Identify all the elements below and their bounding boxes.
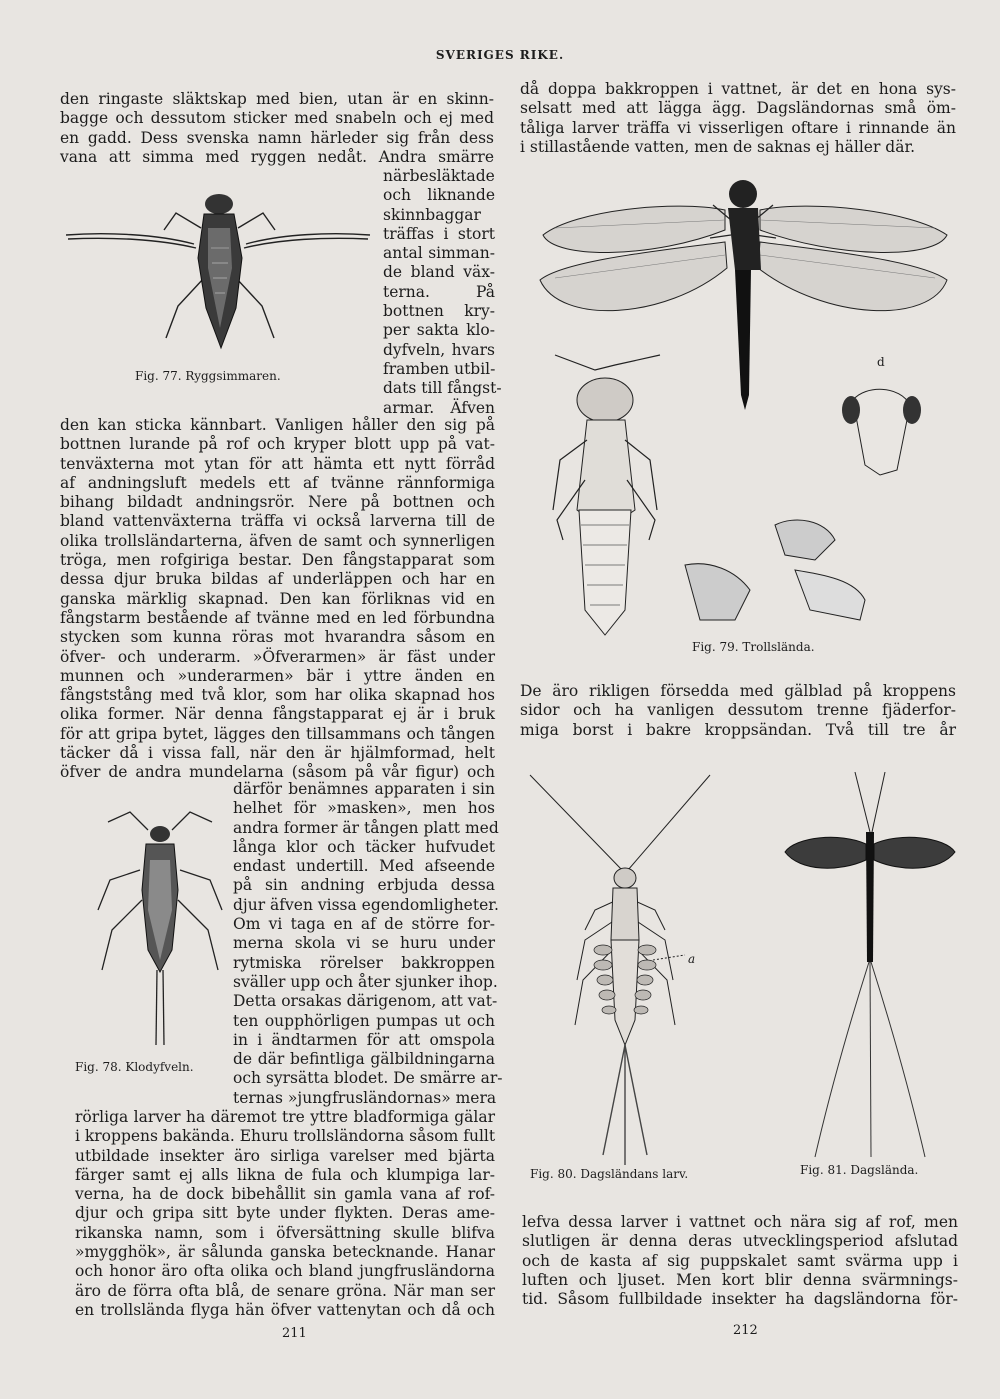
text-line: verna, ha de dock bibehållit sin gamla vana af rof- [75,1185,495,1204]
text-line: endast undertill. Med afseende [233,857,495,876]
text-line: helhet för »masken», men hos [233,799,495,818]
text-line: andra former är tången platt med [233,818,499,837]
text-line: tröga, men rofgiriga bestar. Den fångstapparat som [60,551,495,570]
page-number-right: 212 [733,1323,758,1338]
right-text-top [520,80,956,157]
text-line: ternas »jungfrusländornas» mera [233,1088,497,1107]
page-number-left: 211 [282,1326,307,1341]
text-line: färger samt ej alls likna de fula och klumpiga lar- [75,1165,495,1184]
text-line: armar. Äfven [383,398,495,417]
text-line: slutligen är denna deras utvecklingsperiod afslutad [522,1232,958,1251]
text-line: dessa djur bruka bildas af underläppen och har en [60,570,495,589]
right-text-bottom [522,1213,958,1309]
text-line: den kan sticka kännbart. Vanligen håller den sig på [60,416,495,434]
text-line: och syrsätta blodet. De smärre ar- [233,1069,503,1088]
text-line: De äro rikligen försedda med gälblad på kroppens [520,682,956,700]
text-line: öfver de andra mundelarna (såsom på vår figur) och [60,763,495,782]
text-line: lefva dessa larver i vattnet och nära sig af rof, men [522,1213,958,1231]
text-line: och liknande [383,186,495,205]
text-line: skinnbaggar [383,205,481,224]
text-line: stycken som kunna röras mot hvarandra såsom en [60,628,495,647]
text-line: tåliga larver träffa vi visserligen oftare i rinnande än [520,118,956,137]
running-header: SVERIGES RIKE. [435,48,565,62]
text-line: de bland väx- [383,263,495,282]
figure-77-backswimmer [66,188,372,363]
text-line: framben utbil- [383,359,496,378]
text-line: då doppa bakkroppen i vattnet, är det en hona sys- [520,80,956,98]
text-line: olika trollsländarterna, äfven de samt och synnerligen [60,531,495,550]
figure-81-mayfly [780,772,960,1162]
text-line: rikanska namn, som i öfversättning skulle blifva [75,1223,495,1242]
text-line: Om vi taga en af de större for- [233,915,495,934]
text-line: långa klor och täcker hufvudet [233,837,495,856]
text-line: närbesläktade [383,167,495,185]
left-text-side-1 [383,167,502,418]
figure-77-caption: Fig. 77. Ryggsimmaren. [135,369,281,383]
text-line: en trollslända flyga hän öfver vattenytan och då och [75,1300,495,1319]
left-text-middle [60,416,495,783]
text-line: på sin andning erbjuda dessa [233,876,495,895]
text-line: rörliga larver ha däremot tre yttre bladformiga gälar [75,1108,495,1126]
text-line: utbildade insekter äro sirliga varelser med bjärta [75,1146,495,1165]
text-line: luften och ljuset. Men kort blir denna svärmnings- [522,1270,958,1289]
text-line: äro de förra ofta blå, de senare gröna. När man ser [75,1281,495,1300]
text-line: fångststång med två klor, som har olika skapnad hos [60,686,495,705]
text-line: rytmiska rörelser bakkroppen [233,953,495,972]
text-line: täcker då i vissa fall, när den är hjälmformad, helt [60,744,495,763]
text-line: i kroppens bakända. Ehuru trollsländorna såsom fullt [75,1127,496,1146]
figure-79-dragonfly [535,180,955,650]
text-line: träffas i stort [383,224,495,243]
text-line: bagge och dessutom sticker med snabeln och ej med [60,109,494,128]
text-line: per sakta klo- [383,321,495,340]
text-line: djur äfven vissa egendomligheter. [233,895,499,914]
figure-80-part-label: a [688,952,696,966]
text-line: vana att simma med ryggen nedåt. Andra smärre [60,147,494,166]
text-line: bottnen kry- [383,302,495,321]
figure-78-water-scorpion [90,800,230,1050]
text-line: munnen och »underarmen» bär i yttre änden en [60,666,495,685]
text-line: in i ändtarmen för att omspola [233,1030,495,1049]
text-line: sidor och ha vanligen dessutom trenne fjäderfor- [520,701,956,720]
text-line: dyfveln, hvars [383,340,495,359]
text-line: sväller upp och åter sjunker ihop. [233,972,498,991]
text-line: bottnen lurande på rof och kryper blott upp på vat- [60,435,495,454]
right-text-middle [520,682,956,740]
text-line: bihang bildadt andningsrör. Nere på bottnen och [60,493,495,512]
text-line: och de kasta af sig puppskalet samt svärma upp i [522,1251,958,1270]
text-line: djur och gripa sitt byte under flykten. Deras ame- [75,1204,495,1223]
figure-81-caption: Fig. 81. Dagslända. [800,1163,919,1177]
text-line: därför benämnes apparaten i sin [233,780,495,798]
text-line: de där befintliga gälbildningarna [233,1050,495,1069]
text-line: bland vattenväxterna träffa vi också larverna till de [60,512,495,531]
text-line: af andningsluft medels ett af tvänne rännformiga [60,473,495,492]
figure-78-caption: Fig. 78. Klodyfveln. [75,1060,194,1074]
text-line: ten oupphörligen pumpas ut och [233,1011,495,1030]
text-line: en gadd. Dess svenska namn härleder sig från dess [60,128,494,147]
text-line: olika former. När denna fångstapparat ej är i bruk [60,705,495,724]
text-line: för att gripa bytet, lägges den tillsammans och tången [60,724,495,743]
figure-80-mayfly-larva [525,770,725,1170]
text-line: antal simman- [383,244,495,263]
text-line: miga borst i bakre kroppsändan. Två till tre år [520,720,956,739]
figure-79-caption: Fig. 79. Trollslända. [692,640,815,654]
text-line: i stillastående vatten, men de saknas ej häller där. [520,137,916,156]
text-line: ganska märklig skapnad. Den kan förliknas vid en [60,589,495,608]
text-line: selsatt med att lägga ägg. Dagsländornas små öm- [520,99,956,118]
text-line: den ringaste släktskap med bien, utan är en skinn- [60,90,494,108]
text-line: och honor äro ofta olika och bland jungfrusländorna [75,1262,495,1281]
figure-79-detail-label: d [877,355,885,369]
text-line: tid. Såsom fullbildade insekter ha dagsländorna för- [522,1290,958,1309]
text-line: terna. På [383,282,495,301]
text-line: dats till fångst- [383,379,502,398]
text-line: Detta orsakas därigenom, att vat- [233,992,498,1011]
text-line: öfver- och underarm. »Öfverarmen» är fäst under [60,647,495,666]
left-text-top [60,90,494,167]
left-text-bottom [75,1108,495,1320]
left-text-side-2 [233,780,503,1108]
figure-80-caption: Fig. 80. Dagsländans larv. [530,1167,689,1181]
text-line: fångstarm bestående af tvänne med en led förbundna [60,608,495,627]
text-line: »mygghök», är sålunda ganska betecknande. Hanar [75,1243,495,1262]
text-line: merna skola vi se huru under [233,934,495,953]
text-line: tenväxterna mot ytan för att hämta ett nytt förråd [60,454,495,473]
